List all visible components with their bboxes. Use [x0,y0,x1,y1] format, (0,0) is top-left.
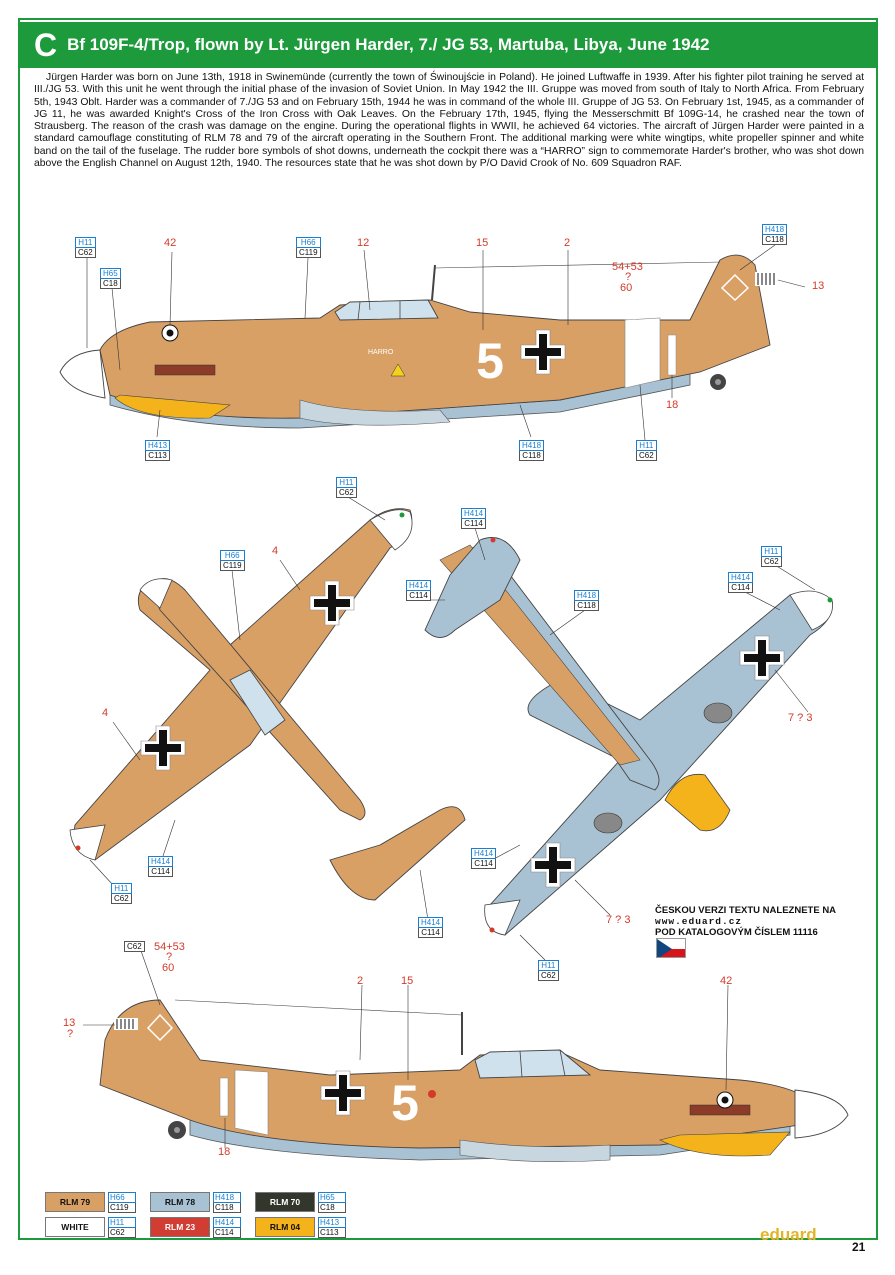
legend-swatch: WHITE [45,1217,105,1237]
callout-73-left: 7 ? 3 [606,914,631,926]
callout-4-upper: 4 [272,545,279,557]
code-bottom-tail: C62 [124,941,145,952]
callout-42: 42 [164,237,177,249]
czech-note-line-3: POD KATALOGOVÝM ČÍSLEM 11116 [655,927,818,938]
code-lower-fuselage: H418 C118 [574,590,599,611]
czech-version-note [655,905,836,938]
czech-flag [656,938,686,958]
code-lower-wing-left: H414 C114 [471,848,496,869]
legend-swatch: RLM 78 [150,1192,210,1212]
code-canopy: H66 C119 [296,237,321,258]
code-lower-wing-right: H414 C114 [728,572,753,593]
code-lower-tip-left: H11 C62 [538,960,559,981]
callout-5453-bottom: 54+53 [154,941,185,953]
legend-paint-codes: H65 C18 [318,1192,346,1213]
legend-swatch: RLM 70 [255,1192,315,1212]
legend-swatch: RLM 23 [150,1217,210,1237]
eduard-logo: eduard [760,1225,817,1244]
legend-row [45,1217,360,1238]
legend-paint-codes: H413 C113 [318,1217,346,1238]
callout-question: ? [625,271,632,283]
callout-60-bottom: 60 [162,962,175,974]
czech-note-line-1: ČESKOU VERZI TEXTU NALEZNETE NA [655,905,837,916]
legend-paint-codes: H66 C119 [108,1192,136,1213]
upper-plan-view [70,509,465,900]
fuselage-number: 5 [476,333,504,389]
legend-paint-codes: H414 C114 [213,1217,241,1238]
code-nose: H11 C62 [75,237,96,258]
callout-42-bottom: 42 [720,975,733,987]
fuselage-number-right: 5 [391,1075,419,1131]
legend-paint-codes: H11 C62 [108,1217,136,1238]
code-belly: H413 C113 [145,440,170,461]
code-under: H418 C118 [519,440,544,461]
callout-15-bottom: 15 [401,975,414,987]
color-legend [45,1192,360,1242]
code-upper-main: H66 C119 [220,550,245,571]
legend-paint-codes: H418 C118 [213,1192,241,1213]
callout-2: 2 [564,237,571,249]
code-tail: H418 C118 [762,224,787,245]
pilot-biography: Jürgen Harder was born on June 13th, 1918 in Swinemünde (currently the town of Świnoujście in Poland). He joined Luftwaffe in 1939. After his fighter pilot training he served at III./JG 53. With this unit he went through the initial phase of the invasion of Soviet Union. In May 1942 the III. Gruppe was moved from south of Italy to North Africa. From February 5th, 1943 Oblt. Harder was a commander of 7./JG 53 and on February 15th, 1944 he was in command of the whole III. Gruppe of JG 53. On February 1st, 1945, as a commander of JG 11, he was awarded Knight's Cross of the Iron Cross with Oak Leaves. On the February 17th, 1945, flying the Messerschmitt Bf 109G-14, he crashed near the town of Strausberg. The reason of the crash was damage on the engine. During the operational flights in WWII, he achieved 64 victories. The aircraft of Jürgen Harder were painted in a standard camouflage constituting of RLM 78 and 79 of the aircraft operating in the Southern Front. The additional marking were white wingtips, white propeller spinner and white band on the tail of the fuselage. The rudder bore symbols of shot downs, underneath the cockpit there was a “HARRO” sign to commemorate Harder's brother, who was shot down above the English Channel on August 12th, 1940. The resources state that he was shot down by P/O David Crook of No. 609 Squadron RAF. [34,72,864,170]
page-number: 21 [852,1240,866,1254]
legend-swatch: RLM 79 [45,1192,105,1212]
legend-swatch: RLM 04 [255,1217,315,1237]
callout-60: 60 [620,282,633,294]
callout-question-13: ? [67,1028,74,1040]
code-nose-2: H65 C18 [100,268,121,289]
page-title: Bf 109F-4/Trop, flown by Lt. Jürgen Harder, 7./ JG 53, Martuba, Libya, June 1942 [67,35,710,54]
scheme-letter: C [34,26,58,63]
code-upper-tip-left: H11 C62 [111,883,132,904]
code-lower-tip-right: H11 C62 [761,546,782,567]
callout-question-bottom: ? [166,951,173,963]
callout-13: 13 [812,280,825,292]
legend-row [45,1192,360,1213]
callout-12: 12 [357,237,370,249]
czech-note-url[interactable]: www.eduard.cz [655,916,743,927]
callout-2-bottom: 2 [357,975,364,987]
harro-sign: HARRO [368,349,394,356]
callout-18-bottom: 18 [218,1146,231,1158]
code-upper-tailplane: H414 C114 [418,917,443,938]
code-upper-wing: H414 C114 [148,856,173,877]
callout-18: 18 [666,399,679,411]
callout-5453: 54+53 [612,261,643,273]
callout-4-left: 4 [102,707,109,719]
callout-13-bottom: 13 [63,1017,76,1029]
code-lower-fin: H414 C114 [406,580,431,601]
code-lower-tail: H414 C114 [461,508,486,529]
side-profile-right [100,1000,848,1162]
code-upper-tip-right: H11 C62 [336,477,357,498]
lower-plan-view [425,538,833,936]
callout-73-right: 7 ? 3 [788,712,813,724]
code-band: H11 C62 [636,440,657,461]
callout-15: 15 [476,237,489,249]
